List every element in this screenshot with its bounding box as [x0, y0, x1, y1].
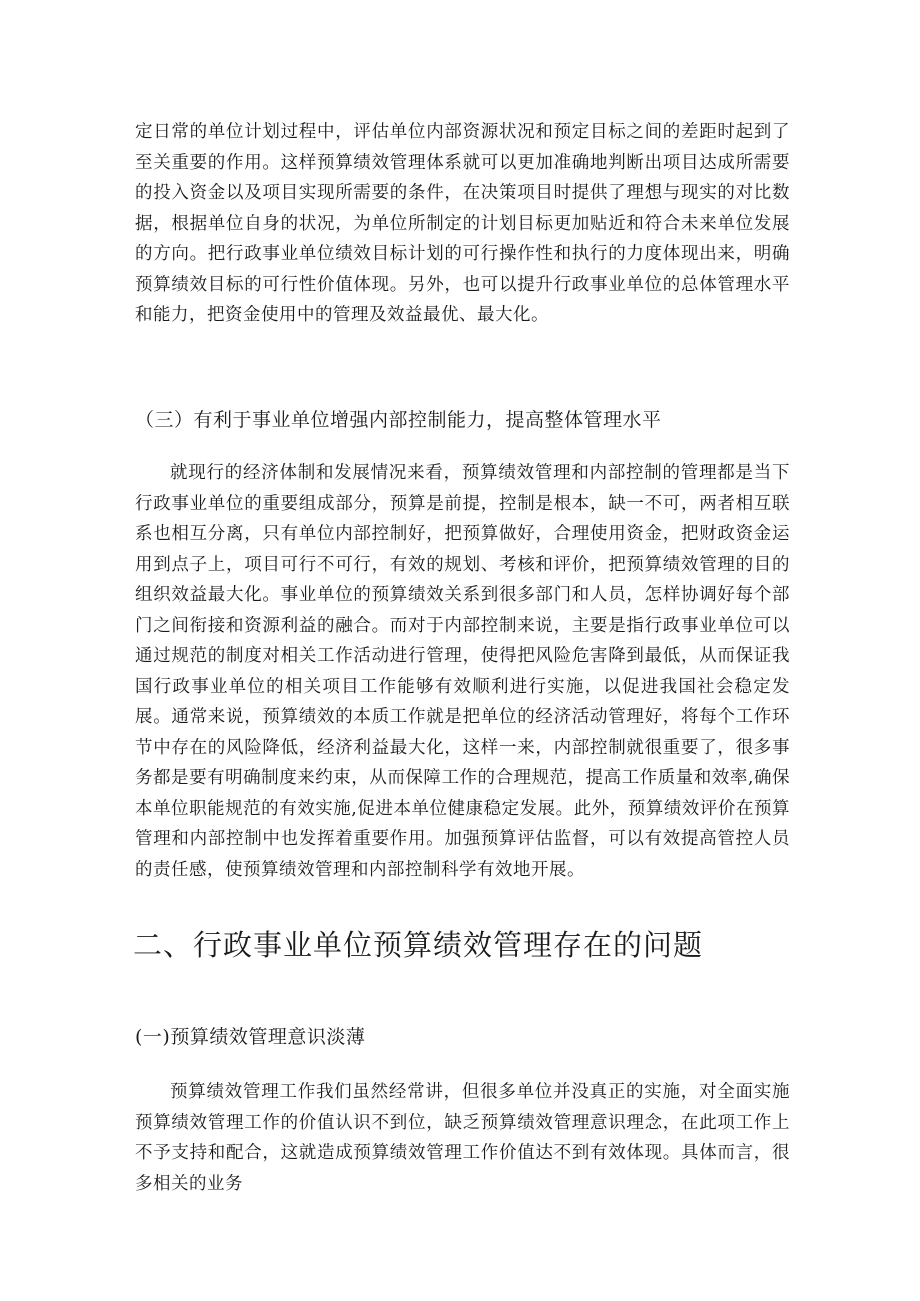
- body-paragraph: 就现行的经济体制和发展情况来看，预算绩效管理和内部控制的管理都是当下行政事业单位的重要组成部分，预算是前提，控制是根本，缺一不可，两者相互联系也相互分离，只有单位内部控制好，把预算做好，合理使用资金，把财政资金运用到点子上，项目可行不可行，有效的规划、考核和评价，把预算绩效管理的目的组织效益最大化。事业单位的预算绩效关系到很多部门和人员，怎样协调好每个部门之间衔接和资源利益的融合。而对于内部控制来说，主要是指行政事业单位可以通过规范的制度对相关工作活动进行管理，使得把风险危害降到最低，从而保证我国行政事业单位的相关项目工作能够有效顺利进行实施，以促进我国社会稳定发展。通常来说，预算绩效的本质工作就是把单位的经济活动管理好，将每个工作环节中存在的风险降低，经济利益最大化，这样一来，内部控制就很重要了，很多事务都是要有明确制度来约束，从而保障工作的合理规范，提高工作质量和效率,确保本单位职能规范的有效实施,促进本单位健康稳定发展。此外，预算绩效评价在预算管理和内部控制中也发挥着重要作用。加强预算评估监督，可以有效提高管控人员的责任感，使预算绩效管理和内部控制科学有效地开展。: [135, 463, 790, 880]
- body-paragraph: 预算绩效管理工作我们虽然经常讲，但很多单位并没真正的实施，对全面实施预算绩效管理工作的价值认识不到位，缺乏预算绩效管理意识理念，在此项工作上不予支持和配合，这就造成预算绩效管理工作价值达不到有效体现。具体而言，很多相关的业务: [135, 1082, 790, 1194]
- subsection-heading: (一)预算绩效管理意识淡薄: [135, 1026, 366, 1048]
- section-title: 二、行政事业单位预算绩效管理存在的问题: [133, 928, 704, 962]
- subsection-heading: （三）有利于事业单位增强内部控制能力，提高整体管理水平: [135, 409, 662, 431]
- body-paragraph: 定日常的单位计划过程中，评估单位内部资源状况和预定目标之间的差距时起到了至关重要的作用。这样预算绩效管理体系就可以更加准确地判断出项目达成所需要的投入资金以及项目实现所需要的条件，在决策项目时提供了理想与现实的对比数据，根据单位自身的状况，为单位所制定的计划目标更加贴近和符合未来单位发展的方向。把行政事业单位绩效目标计划的可行操作性和执行的力度体现出来，明确预算绩效目标的可行性价值体现。另外，也可以提升行政事业单位的总体管理水平和能力，把资金使用中的管理及效益最优、最大化。: [135, 122, 790, 325]
